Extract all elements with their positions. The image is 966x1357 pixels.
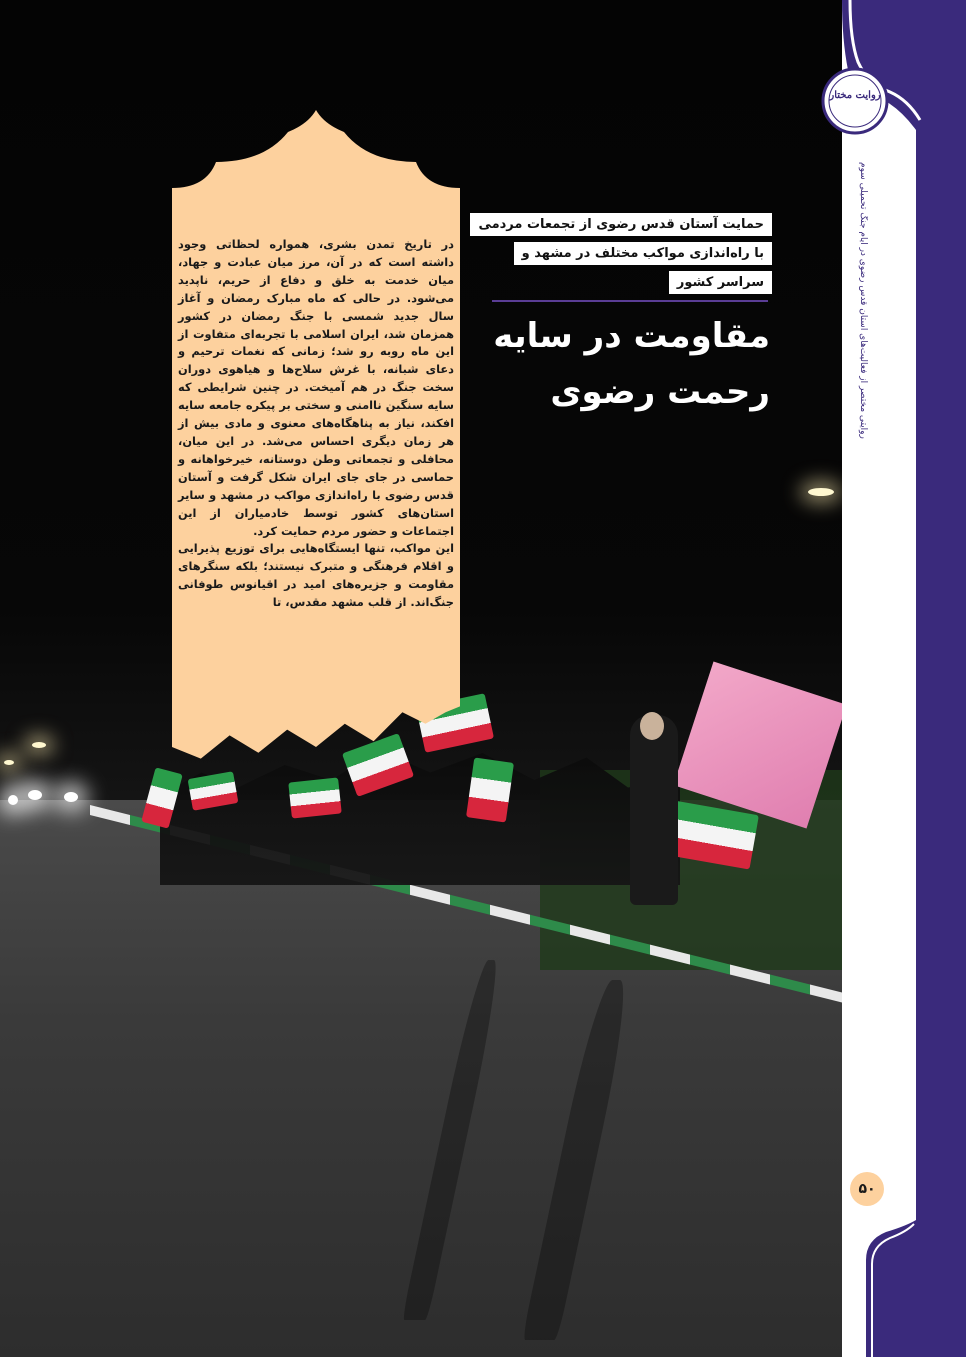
lead-line: سراسر کشور (669, 271, 772, 294)
lead-line: با راه‌اندازی مواکب مختلف در مشهد و (514, 242, 772, 265)
logo (820, 66, 890, 136)
car-headlight (28, 790, 42, 800)
street-light (808, 488, 834, 496)
lead-line: حمایت آستان قدس رضوی از تجمعات مردمی (470, 213, 772, 236)
logo-emblem-icon (820, 66, 890, 136)
car-headlight (64, 792, 78, 802)
running-head: روایتی مختصر از فعالیت‌های آستان قدس رضوی در ایام جنگ تحمیلی سوم (858, 161, 868, 439)
margin-tab (866, 1220, 916, 1357)
margin-stripe (916, 0, 966, 1357)
body-text (178, 236, 454, 612)
logo-text: روایت مختار (829, 90, 881, 101)
page-number: ۵۰ (850, 1172, 884, 1206)
street-light (32, 742, 46, 748)
iran-flag (466, 758, 514, 823)
crowd-silhouette (160, 735, 680, 885)
lead-rule (492, 300, 768, 302)
article-title (470, 308, 770, 420)
lead (478, 213, 772, 300)
iran-flag (288, 777, 341, 818)
body-paragraph: این مواکب، تنها ایستگاه‌هایی برای توزیع پذیرایی و اقلام فرهنگی و متبرک نیستند؛ بلکه سنگرهای مقاومت و جزیره‌های امید در اقیانوس طوفانی جنگ‌اند. از قلب مشهد مقدس، تا (178, 541, 454, 610)
man-holding-flag (630, 715, 678, 905)
street-light (4, 760, 14, 765)
car-headlight (8, 795, 18, 805)
title-line: مقاومت در سایه (493, 316, 770, 356)
body-paragraph: در تاریخ تمدن بشری، همواره لحظاتی وجود داشته است که در آن، مرز میان عبادت و جهاد، میان خدمت به خلق و دفاع از حریم، ناپدید می‌شود. در حالی که ماه مبارک رمضان و آغاز سال جدید شمسی با جنگ رمضان در کشور همزمان شد، ایران اسلامی با تجربه‌ای متفاوت از این ماه روبه رو شد؛ زمانی که نغمات ترحیم و دعای شبانه، با غرش سلاح‌ها و هیاهوی دوران سخت جنگ در هم آمیخت. در چنین شرایطی که سایه سنگین ناامنی و سختی بر پیکره جامعه سایه افکند، نیاز به پناهگاه‌های معنوی و مادی بیش از هر زمان دیگری احساس می‌شد. در این میان، محافلی و تجمعاتی وطن دوستانه، خیرخواهانه و حماسی در جای جای ایران شکل گرفت و آستان قدس رضوی با راه‌اندازی مواکب در مشهد و سایر استان‌های کشور توسط خادمیاران از این اجتماعات و حضور مردم حمایت کرد. (178, 237, 454, 538)
title-line: رحمت رضوی (550, 372, 770, 412)
man-head (640, 712, 664, 740)
